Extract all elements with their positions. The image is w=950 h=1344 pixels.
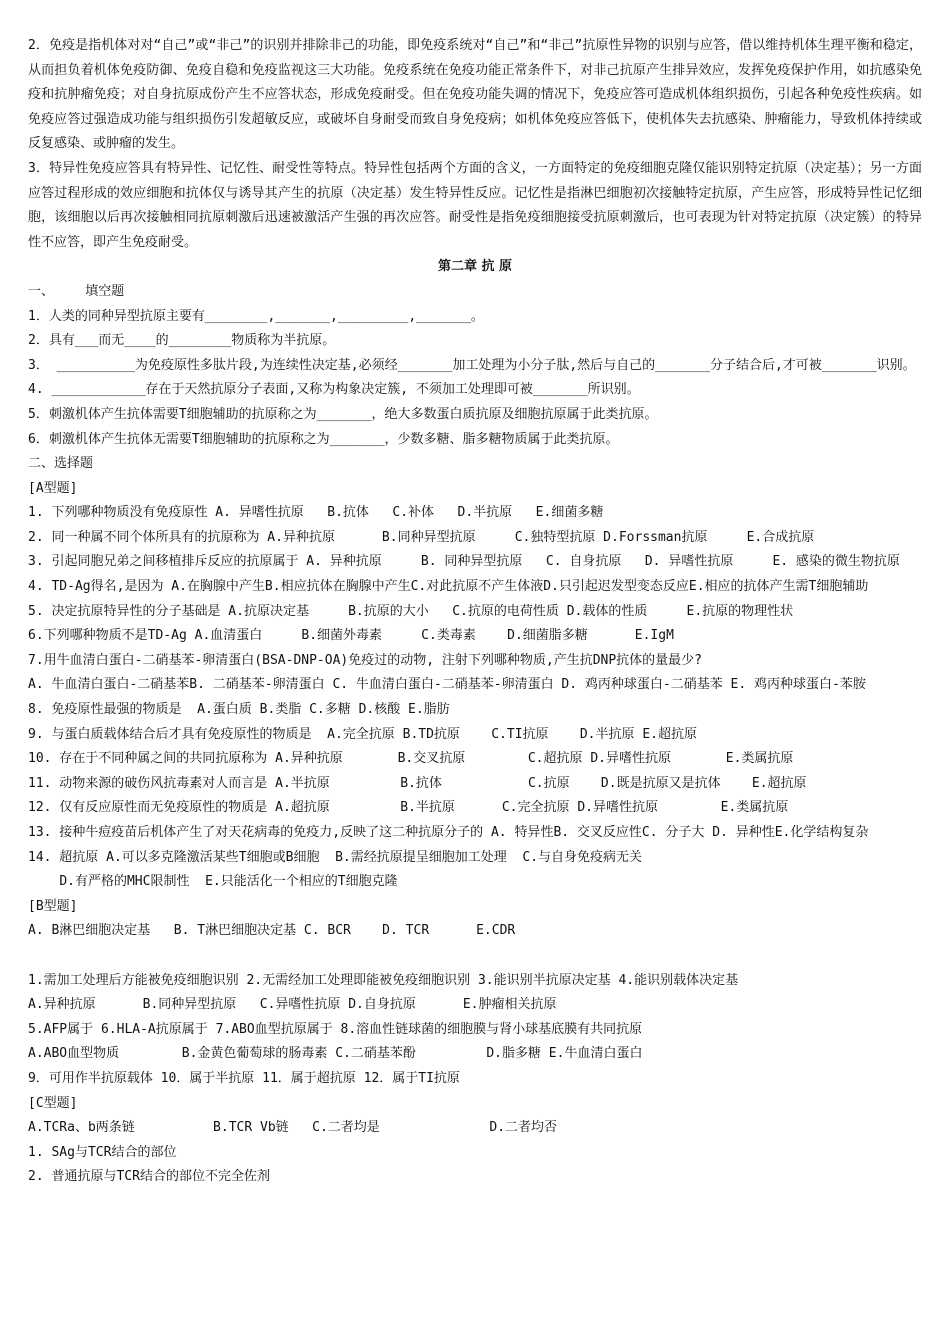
text-line: 5.AFP属于 6.HLA-A抗原属于 7.ABO血型抗原属于 8.溶血性链球菌的细胞膜与肾小球基底膜有共同抗原 (28, 1021, 643, 1037)
text-line: 10. 存在于不同种属之间的共同抗原称为 A.异种抗原 B.交叉抗原 C.超抗原 D.异嗜性抗原 E.类属抗原 (28, 751, 794, 767)
text-line: A.异种抗原 B.同种异型抗原 C.异嗜性抗原 D.自身抗原 E.肿瘤相关抗原 (28, 997, 557, 1013)
text-line: 11. 动物来源的破伤风抗毒素对人而言是 A.半抗原 B.抗体 C.抗原 D.既是抗原又是抗体 E.超抗原 (28, 775, 807, 791)
text-line: 1．人类的同种异型抗原主要有________,_______,_________,_______。 (28, 308, 484, 324)
text-line: [B型题] (28, 898, 78, 914)
intro-paragraph-3: 3．特异性免疫应答具有特异性、记忆性、耐受性等特点。特异性包括两个方面的含义，一方面特定的免疫细胞克隆仅能识别特定抗原（决定基）；另一方面应答过程形成的效应细胞和抗体仅与诱导其产生的抗原（决定基）发生特异性反应。记忆性是指淋巴细胞初次接触特定抗原，产生应答，形成特异性记忆细胞，该细胞以后再次接触相同抗原刺激后迅速被激活产生强的再次应答。耐受性是指免疫细胞接受抗原刺激后，也可表现为针对特定抗原（决定簇）的特异性不应答，即产生免疫耐受。 (28, 160, 922, 250)
text-line: 5. 决定抗原特异性的分子基础是 A.抗原决定基 B.抗原的大小 C.抗原的电荷性质 D.载体的性质 E.抗原的物理性状 (28, 603, 794, 619)
text-line: A.ABO血型物质 B.金黄色葡萄球的肠毒素 C.二硝基苯酚 D.脂多糖 E.牛血清白蛋白 (28, 1046, 643, 1062)
text-line: 二、选择题 (28, 456, 94, 472)
text-line: 14. 超抗原 A.可以多克隆激活某些T细胞或B细胞 B.需经抗原提呈细胞加工处理 C.与自身免疫病无关 (28, 849, 643, 865)
text-line: A.TCRa、b两条链 B.TCR Vb链 C.二者均是 D.二者均否 (28, 1120, 558, 1136)
text-line: 9．可用作半抗原载体 10．属于半抗原 11．属于超抗原 12．属于TI抗原 (28, 1070, 460, 1086)
text-line: [C型题] (28, 1095, 78, 1111)
text-line: 3． __________为免疫原性多肽片段,为连续性决定基,必须经_______加工处理为小分子肽,然后与自己的_______分子结合后,才可被_______识别。 (28, 357, 916, 373)
text-line: 3. 引起同胞兄弟之间移植排斥反应的抗原属于 A. 异种抗原 B. 同种异型抗原 C. 自身抗原 D. 异嗜性抗原 E. 感染的微生物抗原 (28, 554, 900, 570)
text-line: 9. 与蛋白质载体结合后才具有免疫原性的物质是 A.完全抗原 B.TD抗原 C.TI抗原 D.半抗原 E.超抗原 (28, 726, 697, 742)
text-line: 一、 填空题 (28, 283, 125, 299)
text-line: 2. 普通抗原与TCR结合的部位不完全佐剂 (28, 1169, 270, 1185)
text-line: 2．具有___而无____的________物质称为半抗原。 (28, 333, 336, 349)
intro-paragraph-2: 2．免疫是指机体对对“自己”或“非己”的识别并排除非己的功能，即免疫系统对“自己”和“非己”抗原性异物的识别与应答，借以维持机体生理平衡和稳定，从而担负着机体免疫防御、免疫自稳和免疫监视这三大功能。免疫系统在免疫功能正常条件下，对非己抗原产生排异效应，发挥免疫保护作用，如抗感染免疫和抗肿瘤免疫；对自身抗原成份产生不应答状态，形成免疫耐受。但在免疫功能失调的情况下，免疫应答可造成机体组织损伤，引起各种免疫性疾病。如免疫应答过强造成功能与组织损伤引发超敏反应，或破坏自身耐受而致自身免疫病；如机体免疫应答低下，使机体失去抗感染、肿瘤能力，导致机体持续或反复感染、或肿瘤的发生。 (28, 38, 922, 152)
text-line: A. B淋巴细胞决定基 B. T淋巴细胞决定基 C. BCR D. TCR E.CDR (28, 923, 516, 939)
chapter-title: 第二章 抗 原 (437, 259, 513, 275)
document-page (28, 34, 922, 1190)
text-line: 4. TD-Ag得名,是因为 A.在胸腺中产生B.相应抗体在胸腺中产生C.对此抗原不产生体液D.只引起迟发型变态反应E.相应的抗体产生需T细胞辅助 (28, 579, 869, 595)
text-line (28, 944, 922, 969)
text-line: [A型题] (28, 480, 78, 496)
text-line: 12. 仅有反应原性而无免疫原性的物质是 A.超抗原 B.半抗原 C.完全抗原 D.异嗜性抗原 E.类属抗原 (28, 800, 789, 816)
question-list (28, 280, 922, 1190)
text-line: 1. SAg与TCR结合的部位 (28, 1144, 177, 1160)
text-line: 2. 同一种属不同个体所具有的抗原称为 A.异种抗原 B.同种异型抗原 C.独特型抗原 D.Forssman抗原 E.合成抗原 (28, 529, 815, 545)
text-line: 1.需加工处理后方能被免疫细胞识别 2.无需经加工处理即能被免疫细胞识别 3.能识别半抗原决定基 4.能识别载体决定基 (28, 972, 739, 988)
text-line: 5．刺激机体产生抗体需要T细胞辅助的抗原称之为_______，绝大多数蛋白质抗原及细胞抗原属于此类抗原。 (28, 406, 658, 422)
text-line: 13. 接种牛痘疫苗后机体产生了对天花病毒的免疫力,反映了这二种抗原分子的 A. 特异性B. 交叉反应性C. 分子大 D. 异种性E.化学结构复杂 (28, 825, 869, 840)
text-line: 4. ____________存在于天然抗原分子表面,又称为构象决定簇, 不须加工处理即可被_______所识别。 (28, 382, 640, 398)
text-line: 1. 下列哪种物质没有免疫原性 A. 异嗜性抗原 B.抗体 C.补体 D.半抗原 E.细菌多糖 (28, 505, 604, 521)
text-line: A. 牛血清白蛋白-二硝基苯B. 二硝基苯-卵清蛋白 C. 牛血清白蛋白-二硝基苯-卵清蛋白 D. 鸡丙种球蛋白-二硝基苯 E. 鸡丙种球蛋白-苯胺 (28, 677, 866, 693)
text-line: D.有严格的MHC限制性 E.只能活化一个相应的T细胞克隆 (28, 874, 398, 890)
text-line: 6．刺激机体产生抗体无需要T细胞辅助的抗原称之为_______，少数多糖、脂多糖物质属于此类抗原。 (28, 431, 619, 447)
text-line: 6.下列哪种物质不是TD-Ag A.血清蛋白 B.细菌外毒素 C.类毒素 D.细菌脂多糖 E.IgM (28, 628, 674, 644)
text-line: 8. 免疫原性最强的物质是 A.蛋白质 B.类脂 C.多糖 D.核酸 E.脂肪 (28, 702, 450, 718)
text-line: 7.用牛血清白蛋白-二硝基苯-卵清蛋白(BSA-DNP-OA)免疫过的动物, 注射下列哪种物质,产生抗DNP抗体的量最少? (28, 652, 703, 668)
